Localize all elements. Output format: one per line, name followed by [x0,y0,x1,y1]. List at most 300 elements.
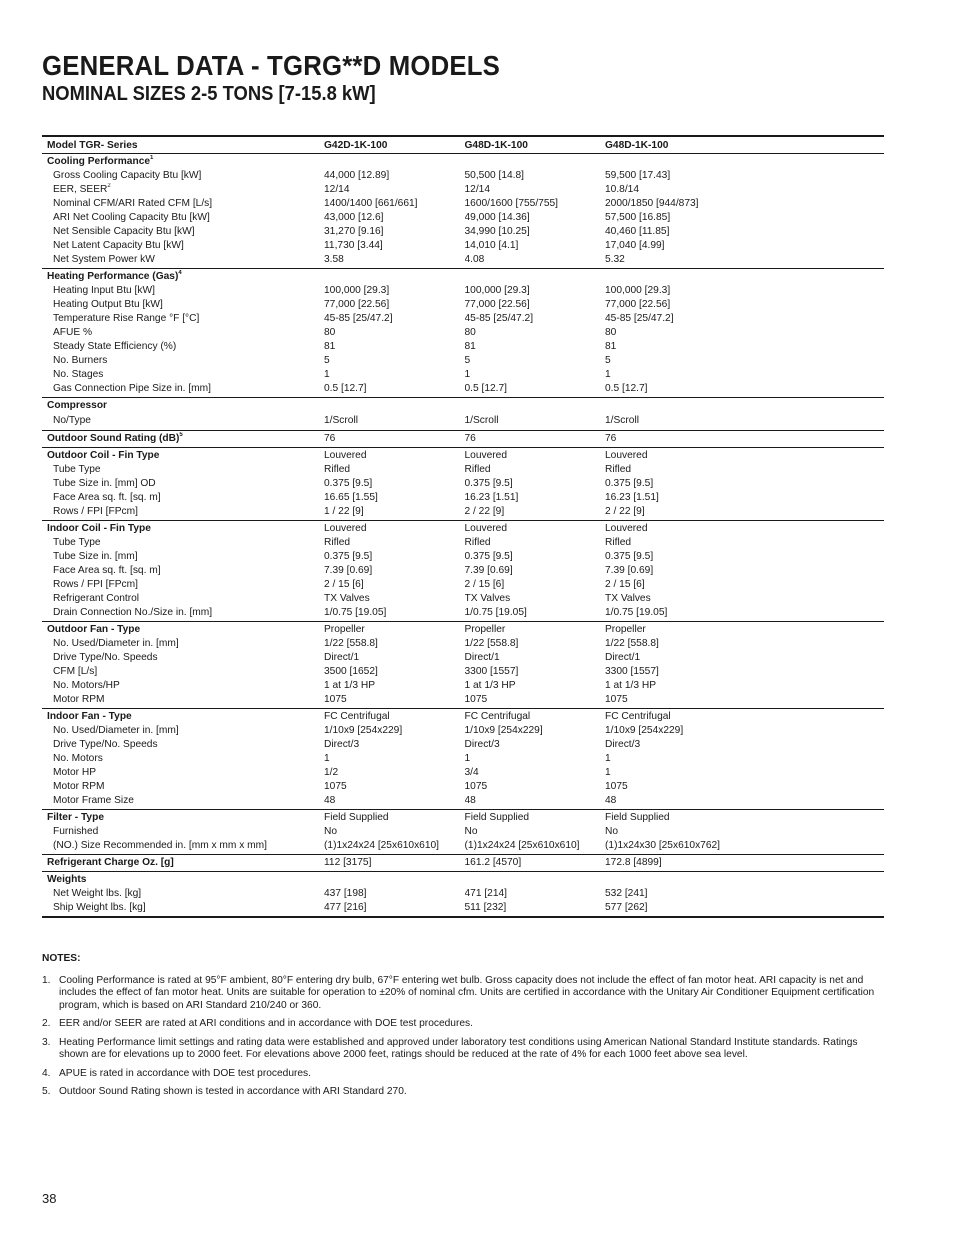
row-label [42,665,324,679]
row-label [42,887,324,901]
label-text: Motor Frame Size [53,795,134,806]
value-cell: 0.375 [9.5] [605,478,654,489]
value-cell: 77,000 [22.56] [605,299,671,310]
value-cell: 1/10x9 [254x229] [464,725,543,736]
table-row [42,477,884,491]
value-cell: 0.375 [9.5] [464,551,513,562]
value-cell: 1 [605,753,611,764]
table-row [42,505,884,519]
label-text: No. Stages [53,369,104,380]
table-section [42,855,884,872]
table-row [42,183,884,197]
value-cell: Louvered [605,523,648,534]
row-label [42,550,324,564]
section-heading-row [42,399,884,413]
value-cell: 48 [324,795,336,806]
value-cell: 3300 [1557] [464,666,519,677]
value-cell: 11,730 [3.44] [324,240,383,251]
value-cell: 7.39 [0.69] [464,565,513,576]
value-cell: 1 [605,767,611,778]
row-label [42,491,324,505]
value-cell: 1075 [464,781,488,792]
value-cell: 81 [605,341,617,352]
value-cell: 2 / 22 [9] [464,506,505,517]
section-heading-row [42,811,884,825]
section-heading-row [42,710,884,724]
row-label [42,724,324,738]
value-cell: 76 [464,433,476,444]
footnote-ref: 4 [178,270,182,276]
label-text: Net Latent Capacity Btu [kW] [53,240,184,251]
section-heading [42,710,324,724]
value-cell: 17,040 [4.99] [605,240,665,251]
value-cell: 45-85 [25/47.2] [605,313,674,324]
value-cell: 172.8 [4899] [605,857,662,868]
table-header-cell: Model TGR- Series [47,139,138,151]
row-label [42,564,324,578]
value-cell: Direct/1 [605,652,641,663]
value-cell: No [605,826,619,837]
table-section [42,431,884,448]
row-label [42,340,324,354]
label-text: Motor RPM [53,781,105,792]
label-text: Compressor [47,400,108,411]
row-label [42,414,324,428]
row-label [42,505,324,519]
table-section [42,269,884,398]
row-label [42,651,324,665]
label-text: Tube Size in. [mm] OD [53,478,156,489]
label-text: No. Used/Diameter in. [mm] [53,638,179,649]
value-cell: 48 [605,795,617,806]
value-cell: 0.375 [9.5] [605,551,654,562]
label-text: Ship Weight lbs. [kg] [53,902,146,913]
label-text: Weights [47,874,87,885]
section-heading [42,811,324,825]
value-cell: 45-85 [25/47.2] [464,313,534,324]
label-text: Nominal CFM/ARI Rated CFM [L/s] [53,198,213,209]
value-cell: Rifled [464,537,491,548]
note-text: APUE is rated in accordance with DOE test procedures. [59,1067,311,1079]
value-cell: 3300 [1557] [605,666,659,677]
table-row [42,197,884,211]
table-header-cell: G48D-1K-100 [464,139,528,151]
label-text: No. Burners [53,355,108,366]
value-cell: 40,460 [11.85] [605,226,670,237]
footnote-ref: 1 [150,155,154,161]
value-cell: 0.375 [9.5] [464,478,513,489]
row-label [42,463,324,477]
section-heading-row [42,856,884,870]
value-cell: 31,270 [9.16] [324,226,384,237]
table-row [42,651,884,665]
label-text: Drive Type/No. Speeds [53,652,158,663]
label-text: Steady State Efficiency (%) [53,341,177,352]
value-cell: Rifled [324,537,351,548]
value-cell: 1/Scroll [464,415,499,426]
label-text: Gas Connection Pipe Size in. [mm] [53,383,211,394]
label-text: Furnished [53,826,99,837]
table-header-row [42,135,884,154]
label-text: Indoor Coil - Fin Type [47,523,151,534]
value-cell: 50,500 [14.8] [464,170,524,181]
value-cell: 1 at 1/3 HP [324,680,375,691]
label-text: Heating Input Btu [kW] [53,285,155,296]
row-label [42,679,324,693]
table-header-cell: G48D-1K-100 [605,139,669,151]
value-cell: Rifled [605,464,632,475]
label-text: Drive Type/No. Speeds [53,739,158,750]
row-label [42,382,324,396]
notes-section [42,953,884,1105]
label-text: Heating Output Btu [kW] [53,299,163,310]
row-label [42,766,324,780]
label-text: Rows / FPI [FPcm] [53,506,138,517]
page-subtitle: NOMINAL SIZES 2-5 TONS [7-15.8 kW] [42,83,376,105]
section-heading-row [42,270,884,284]
label-text: Heating Performance (Gas) [47,271,179,282]
row-label [42,169,324,183]
value-cell: 5.32 [605,254,625,265]
value-cell: 59,500 [17.43] [605,170,671,181]
table-section [42,709,884,810]
row-label [42,637,324,651]
table-row [42,284,884,298]
value-cell: 112 [3175] [324,857,372,868]
label-text: Gross Cooling Capacity Btu [kW] [53,170,202,181]
table-row [42,312,884,326]
value-cell: 1 [324,369,330,380]
value-cell: 14,010 [4.1] [464,240,519,251]
table-row [42,298,884,312]
value-cell: 16.65 [1.55] [324,492,378,503]
value-cell: 1/0.75 [19.05] [605,607,668,618]
value-cell: 1 [324,753,330,764]
section-heading-row [42,623,884,637]
row-label [42,780,324,794]
row-label [42,839,324,853]
table-row [42,901,884,915]
row-label [42,477,324,491]
row-label [42,752,324,766]
label-text: Outdoor Coil - Fin Type [47,450,160,461]
value-cell: 45-85 [25/47.2] [324,313,393,324]
table-row [42,724,884,738]
value-cell: 0.5 [12.7] [324,383,367,394]
value-cell: Rifled [464,464,491,475]
value-cell: Rifled [605,537,632,548]
label-text: Rows / FPI [FPcm] [53,579,138,590]
row-label [42,738,324,752]
table-body [42,154,884,918]
label-text: Net Weight lbs. [kg] [53,888,142,899]
table-row [42,382,884,396]
value-cell: 34,990 [10.25] [464,226,530,237]
label-text: (NO.) Size Recommended in. [mm x mm x mm] [53,840,267,851]
table-section [42,521,884,622]
note-number: 5. [42,1086,51,1097]
note-text: Heating Performance limit settings and rating data were established and approved under laboratory test conditions using American National Standard Institute standards. Ratings shown are for elevations up to 2000 feet. For elevations above 2000 feet, ratings should be reduced at the rate of 4% for each 1000 feet above sea level. [59,1036,858,1060]
value-cell: 3/4 [464,767,479,778]
value-cell: Direct/1 [324,652,360,663]
value-cell: 5 [605,355,611,366]
value-cell: 1075 [324,781,347,792]
value-cell: 1 [464,753,471,764]
table-row [42,340,884,354]
label-text: CFM [L/s] [53,666,98,677]
value-cell: 2 / 15 [6] [324,579,364,590]
label-text: Indoor Fan - Type [47,711,132,722]
table-row [42,253,884,267]
section-heading-row [42,155,884,169]
row-label [42,578,324,592]
value-cell: 4.08 [464,254,485,265]
value-cell: 44,000 [12.89] [324,170,390,181]
value-cell: 12/14 [324,184,350,195]
label-text: No. Motors/HP [53,680,120,691]
label-text: Tube Size in. [mm] [53,551,138,562]
table-row [42,738,884,752]
row-label [42,368,324,382]
value-cell: 48 [464,795,476,806]
value-cell: No [324,826,338,837]
value-cell: 5 [324,355,330,366]
value-cell: 2 / 15 [6] [464,579,505,590]
value-cell: 1/0.75 [19.05] [324,607,387,618]
table-row [42,326,884,340]
row-label [42,536,324,550]
label-text: Net Sensible Capacity Btu [kW] [53,226,195,237]
table-row [42,794,884,808]
note-item [42,1037,884,1062]
table-row [42,679,884,693]
note-text: Cooling Performance is rated at 95°F ambient, 80°F entering dry bulb, 67°F entering wet bulb. Gross capacity does not include the effect of fan motor heat. ARI capacity is net and includes the effect of fan motor heat. Units are suitable for operation to ±20% of nominal cfm. Units are certified in accordance with the Unitary Air Conditioner Equipment certification program, which is based on ARI Standard 210/240 or 360. [59,974,875,1011]
value-cell: 76 [605,433,617,444]
page-title: GENERAL DATA - TGRG**D MODELS [42,50,501,81]
row-label [42,592,324,606]
row-label [42,794,324,808]
value-cell: 161.2 [4570] [464,857,522,868]
value-cell: 2 / 22 [9] [605,506,645,517]
table-section [42,622,884,709]
value-cell: 577 [262] [605,902,648,913]
value-cell: 1 [605,369,611,380]
table-row [42,239,884,253]
row-label [42,326,324,340]
value-cell: 49,000 [14.36] [464,212,530,223]
note-text: Outdoor Sound Rating shown is tested in accordance with ARI Standard 270. [59,1086,407,1097]
section-heading [42,270,324,284]
value-cell: 77,000 [22.56] [464,299,530,310]
value-cell: 0.375 [9.5] [324,478,373,489]
value-cell: Louvered [605,450,648,461]
value-cell: 471 [214] [464,888,508,899]
value-cell: 77,000 [22.56] [324,299,390,310]
value-cell: 12/14 [464,184,491,195]
label-text: Motor HP [53,767,97,778]
table-section [42,872,884,918]
table-row [42,564,884,578]
value-cell: 1/22 [558.8] [464,638,519,649]
label-text: No. Motors [53,753,103,764]
value-cell: 100,000 [29.3] [605,285,671,296]
value-cell: 1/10x9 [254x229] [324,725,403,736]
value-cell: Propeller [464,624,506,635]
table-row [42,536,884,550]
value-cell: TX Valves [605,593,651,604]
value-cell: FC Centrifugal [605,711,671,722]
table-row [42,887,884,901]
section-heading [42,432,324,446]
label-text: Tube Type [53,537,101,548]
footnote-ref: 5 [179,432,183,438]
label-text: Face Area sq. ft. [sq. m] [53,492,161,503]
table-row [42,169,884,183]
spec-table [42,135,884,918]
table-row [42,693,884,707]
section-heading-row [42,522,884,536]
value-cell: 1 at 1/3 HP [605,680,656,691]
row-label [42,183,324,197]
table-row [42,550,884,564]
section-heading [42,399,324,413]
row-label [42,225,324,239]
value-cell: (1)1x24x30 [25x610x762] [605,840,720,851]
section-heading [42,522,324,536]
section-heading [42,873,324,887]
label-text: ARI Net Cooling Capacity Btu [kW] [53,212,210,223]
value-cell: Direct/3 [605,739,641,750]
value-cell: Propeller [324,624,365,635]
value-cell: 57,500 [16.85] [605,212,671,223]
table-row [42,637,884,651]
value-cell: Rifled [324,464,351,475]
note-item [42,975,884,1013]
value-cell: 81 [324,341,336,352]
table-row [42,592,884,606]
value-cell: 1 [464,369,471,380]
value-cell: TX Valves [324,593,370,604]
value-cell: 2000/1850 [944/873] [605,198,699,209]
table-row [42,752,884,766]
value-cell: 1600/1600 [755/755] [464,198,558,209]
value-cell: 1/22 [558.8] [324,638,378,649]
value-cell: 76 [324,433,336,444]
value-cell: 16.23 [1.51] [605,492,659,503]
section-heading-row [42,449,884,463]
table-row [42,368,884,382]
note-number: 4. [42,1067,51,1079]
label-text: No. Used/Diameter in. [mm] [53,725,179,736]
table-row [42,211,884,225]
value-cell: Louvered [324,523,367,534]
table-row [42,839,884,853]
row-label [42,354,324,368]
value-cell: Field Supplied [605,812,670,823]
value-cell: 16.23 [1.51] [464,492,519,503]
label-text: Outdoor Sound Rating (dB) [47,433,180,444]
value-cell: FC Centrifugal [464,711,531,722]
label-text: Drain Connection No./Size in. [mm] [53,607,213,618]
value-cell: 7.39 [0.69] [605,565,654,576]
note-number: 3. [42,1036,51,1048]
label-text: Tube Type [53,464,101,475]
value-cell: 5 [464,355,471,366]
value-cell: 1/10x9 [254x229] [605,725,684,736]
table-row [42,354,884,368]
label-text: Outdoor Fan - Type [47,624,141,635]
page-number: 38 [42,1191,57,1206]
value-cell: 10.8/14 [605,184,640,195]
label-text: No/Type [53,415,91,426]
section-heading-row [42,432,884,446]
value-cell: 1/Scroll [605,415,639,426]
value-cell: 1/Scroll [324,415,358,426]
value-cell: Louvered [324,450,367,461]
value-cell: 1 / 22 [9] [324,506,364,517]
row-label [42,211,324,225]
label-text: Temperature Rise Range °F [°C] [53,313,200,324]
table-row [42,606,884,620]
label-text: Filter - Type [47,812,104,823]
value-cell: Direct/3 [324,739,360,750]
value-cell: Direct/1 [464,652,500,663]
table-row [42,413,884,429]
value-cell: 80 [464,327,476,338]
value-cell: (1)1x24x24 [25x610x610] [464,840,580,851]
section-heading [42,155,324,169]
value-cell: (1)1x24x24 [25x610x610] [324,840,439,851]
value-cell: 1075 [605,694,628,705]
value-cell: 532 [241] [605,888,648,899]
value-cell: 43,000 [12.6] [324,212,384,223]
table-row [42,491,884,505]
value-cell: TX Valves [464,593,511,604]
row-label [42,825,324,839]
note-number: 1. [42,974,51,986]
value-cell: 1/22 [558.8] [605,638,659,649]
note-number: 2. [42,1018,51,1029]
value-cell: 1075 [324,694,347,705]
section-heading [42,856,324,870]
table-section [42,448,884,521]
value-cell: Direct/3 [464,739,500,750]
value-cell: No [464,826,478,837]
row-label [42,298,324,312]
value-cell: 1400/1400 [661/661] [324,198,418,209]
value-cell: 1075 [605,781,628,792]
row-label [42,693,324,707]
label-text: AFUE % [53,327,93,338]
value-cell: Propeller [605,624,646,635]
value-cell: 0.5 [12.7] [464,383,507,394]
value-cell: 0.375 [9.5] [324,551,373,562]
row-label [42,253,324,267]
row-label [42,239,324,253]
table-section [42,154,884,269]
table-row [42,225,884,239]
label-text: Refrigerant Control [53,593,140,604]
note-item [42,1086,884,1099]
value-cell: 80 [324,327,336,338]
row-label [42,901,324,915]
value-cell: 511 [232] [464,902,507,913]
note-text: EER and/or SEER are rated at ARI conditions and in accordance with DOE test procedures. [59,1018,473,1029]
section-heading [42,449,324,463]
value-cell: Field Supplied [464,812,530,823]
label-text: Face Area sq. ft. [sq. m] [53,565,161,576]
table-section [42,398,884,431]
